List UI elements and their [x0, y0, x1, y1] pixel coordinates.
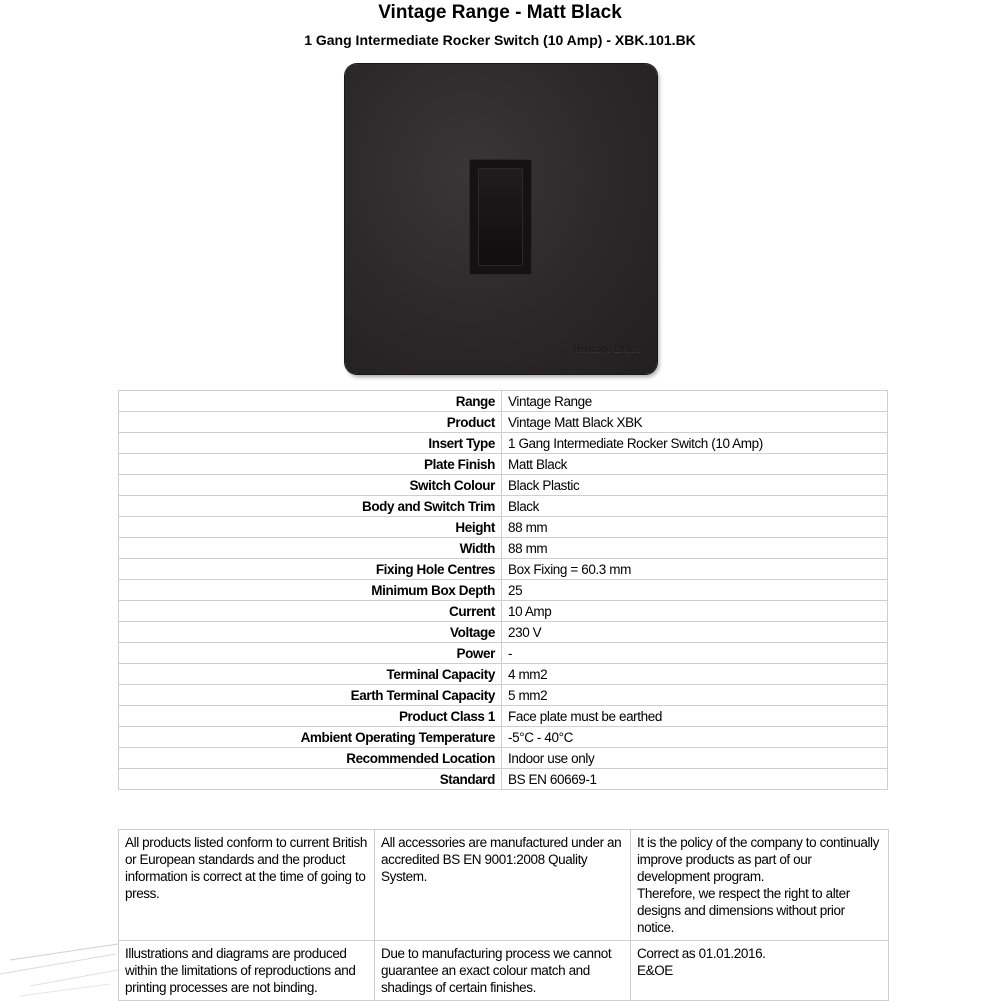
spec-value: Vintage Matt Black XBK: [502, 412, 888, 433]
spec-row: [119, 538, 888, 559]
spec-label: Product Class 1: [119, 706, 502, 727]
spec-value: Matt Black: [502, 454, 888, 475]
spec-label: Power: [119, 643, 502, 664]
spec-value: Vintage Range: [502, 391, 888, 412]
note-colour: Due to manufacturing process we cannot guarantee an exact colour match and shadings of certain finishes.: [375, 941, 631, 1001]
page-title: Vintage Range - Matt Black: [378, 2, 622, 23]
spec-row: [119, 391, 888, 412]
product-image-switch-plate: [345, 64, 657, 374]
spec-label: Plate Finish: [119, 454, 502, 475]
spec-value: Face plate must be earthed: [502, 706, 888, 727]
spec-row: [119, 727, 888, 748]
spec-row: [119, 685, 888, 706]
spec-label: Standard: [119, 769, 502, 790]
spec-label: Product: [119, 412, 502, 433]
spec-value: 88 mm: [502, 538, 888, 559]
spec-row: [119, 664, 888, 685]
spec-label: Recommended Location: [119, 748, 502, 769]
note-policy: [631, 830, 889, 941]
notes-row: [119, 830, 889, 941]
spec-value: 4 mm2: [502, 664, 888, 685]
spec-row: [119, 601, 888, 622]
note-standards: All products listed conform to current British or European standards and the product information is correct at the time of going to press.: [119, 830, 375, 941]
spec-label: Voltage: [119, 622, 502, 643]
spec-row: [119, 412, 888, 433]
spec-value: 1 Gang Intermediate Rocker Switch (10 Amp): [502, 433, 888, 454]
spec-row: [119, 706, 888, 727]
rocker-switch: [478, 168, 523, 266]
spec-value: 5 mm2: [502, 685, 888, 706]
spec-label: Ambient Operating Temperature: [119, 727, 502, 748]
spec-row: [119, 475, 888, 496]
spec-value: -: [502, 643, 888, 664]
spec-value: Indoor use only: [502, 748, 888, 769]
spec-label: Body and Switch Trim: [119, 496, 502, 517]
spec-label: Minimum Box Depth: [119, 580, 502, 601]
note-correct-as: Correct as 01.01.2016.: [637, 946, 766, 961]
spec-row: [119, 643, 888, 664]
spec-label: Range: [119, 391, 502, 412]
spec-label: Switch Colour: [119, 475, 502, 496]
spec-label: Height: [119, 517, 502, 538]
rocker-surround: [469, 159, 532, 275]
spec-label: Insert Type: [119, 433, 502, 454]
spec-row: [119, 559, 888, 580]
note-policy-text: It is the policy of the company to continually improve products as part of our development program.: [637, 835, 879, 884]
spec-row: [119, 496, 888, 517]
spec-value: Black: [502, 496, 888, 517]
note-eoe: E&OE: [637, 963, 673, 978]
spec-label: Terminal Capacity: [119, 664, 502, 685]
notes-table: [118, 829, 889, 1001]
spec-row: [119, 622, 888, 643]
notes-row: [119, 941, 889, 1001]
spec-label: Earth Terminal Capacity: [119, 685, 502, 706]
note-accessories: All accessories are manufactured under an accredited BS EN 9001:2008 Quality System.: [375, 830, 631, 941]
note-date: [631, 941, 889, 1001]
spec-row: [119, 748, 888, 769]
decorative-stripes: [0, 930, 120, 1000]
spec-label: Width: [119, 538, 502, 559]
spec-value: 230 V: [502, 622, 888, 643]
spec-value: Black Plastic: [502, 475, 888, 496]
spec-row: [119, 769, 888, 790]
spec-value: 25: [502, 580, 888, 601]
spec-value: 10 Amp: [502, 601, 888, 622]
spec-label: Fixing Hole Centres: [119, 559, 502, 580]
page-subtitle: 1 Gang Intermediate Rocker Switch (10 Amp) - XBK.101.BK: [304, 32, 696, 48]
note-illustrations: Illustrations and diagrams are produced within the limitations of reproductions and printing processes are not binding.: [119, 941, 375, 1001]
spec-value: Box Fixing = 60.3 mm: [502, 559, 888, 580]
spec-value: 88 mm: [502, 517, 888, 538]
spec-row: [119, 517, 888, 538]
brand-logo: Heritage Brass: [573, 344, 641, 354]
spec-row: [119, 433, 888, 454]
spec-label: Current: [119, 601, 502, 622]
spec-table: [118, 390, 888, 790]
spec-value: BS EN 60669-1: [502, 769, 888, 790]
spec-row: [119, 454, 888, 475]
spec-value: -5°C - 40°C: [502, 727, 888, 748]
spec-row: [119, 580, 888, 601]
note-policy-text-2: Therefore, we respect the right to alter designs and dimensions without prior notice.: [637, 886, 850, 935]
